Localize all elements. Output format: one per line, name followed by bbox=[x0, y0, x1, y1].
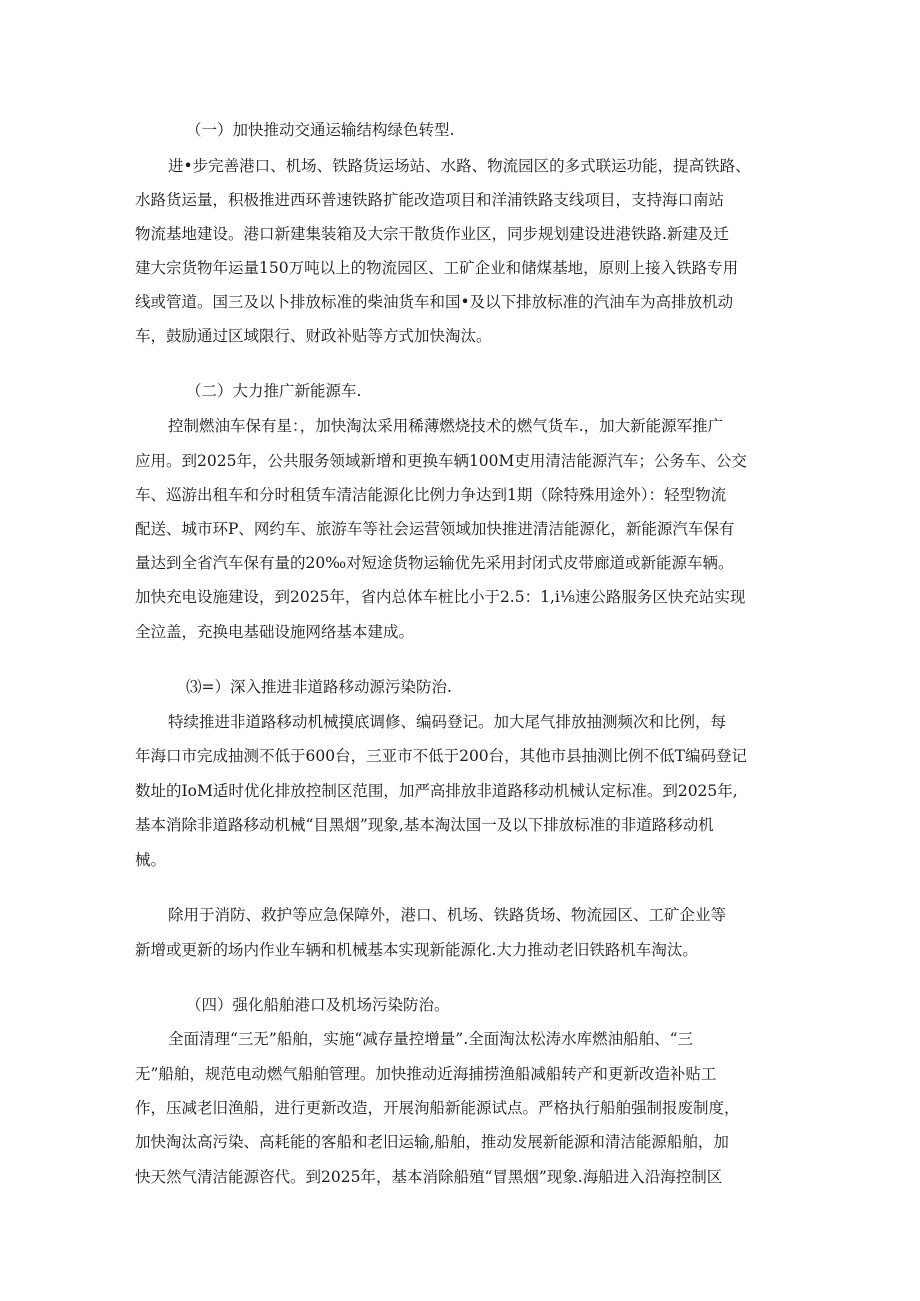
paragraph-line: 应用。到2025年，公共服务领域新增和更换车辆100M吏用清洁能源汽车；公务车、公交 bbox=[135, 452, 747, 470]
paragraph-line: 械。 bbox=[135, 851, 167, 869]
paragraph-line: 配送、城市环P、网约车、旅游车等社会运营领域加快推进清洁能源化，新能源汽车保有 bbox=[135, 520, 735, 538]
paragraph-line: 量达到全省汽车保有量的20‰对短途货物运输优先采用封闭式皮带廊道或新能源车辆。 bbox=[135, 554, 734, 572]
paragraph-line: 快天然气清洁能源咨代。到2025年，基本消除船殖“冒黑烟”现象.海船进入沿海控制区 bbox=[135, 1168, 723, 1186]
section-heading: （四）强化船舶港口及机场污染防治。 bbox=[186, 996, 450, 1014]
paragraph-line: 水路货运量，积极推进西环普速铁路扩能改造项目和洋浦铁路支线项目，支持海口南站 bbox=[135, 191, 725, 209]
paragraph-line: 建大宗货物年运量150万吨以上的物流园区、工矿企业和储煤基地，原则上接入铁路专用 bbox=[135, 259, 739, 277]
paragraph-line: 车、巡游出租车和分时租赁车清洁能源化比例力争达到1期（除特殊用途外）：轻型物流 bbox=[135, 486, 727, 504]
paragraph-line: 全泣盖，充换电基础设施网络基本建成。 bbox=[135, 623, 415, 641]
paragraph-line: 车，鼓励通过区域限行、财政补贴等方式加快淘汰。 bbox=[135, 327, 492, 345]
section-heading: （一）加快推动交通运输结构绿色转型. bbox=[186, 121, 455, 139]
paragraph-line: 数址的IoM适时优化排放控制区范围，加严高排放非道路移动机械认定标准。到2025年, bbox=[135, 782, 738, 800]
paragraph-line: 年海口市完成抽测不低于600台，三亚市不低于200台，其他市县抽测比例不低T编码登记 bbox=[135, 747, 748, 765]
paragraph-line: 无”船舶，规范电动燃气船舶管理。加快推动近海捕捞渔船减船转产和更新改造补贴工 bbox=[135, 1065, 717, 1083]
paragraph-line: 进•步完善港口、机场、铁路货运场站、水路、物流园区的多式联运功能，提高铁路、 bbox=[168, 157, 751, 175]
paragraph-line: 作，压减老旧渔船，进行更新改造，开展洵船新能源试点。严格执行船舶强制报废制度， bbox=[135, 1099, 740, 1117]
paragraph-line: 加快淘汰高污染、高耗能的客船和老旧运输,船舶，推动发展新能源和清洁能源船舶，加 bbox=[135, 1133, 729, 1151]
paragraph-line: 线或管道。国三及以卜排放标准的柴油货车和国•及以下排放标准的汽油车为高排放机动 bbox=[135, 293, 734, 311]
paragraph-line: 物流基地建设。港口新建集装箱及大宗干散货作业区，同步规划建设进港铁路.新建及迁 bbox=[135, 225, 729, 243]
paragraph-line: 控制燃油车保有星：，加快淘汰采用稀薄燃烧技术的燃气货车.，加大新能源军推广 bbox=[168, 417, 724, 435]
paragraph-line: 除用于消防、救护等应急保障外，港口、机场、铁路货场、物流园区、工矿企业等 bbox=[168, 906, 727, 924]
section-heading: （二）大力推广新能源车. bbox=[186, 382, 362, 400]
section-heading: ⑶=）深入推进非道路移动源污染防治. bbox=[186, 678, 452, 696]
paragraph-line: 全面清理“三无”船舶，实施“减存量控增量”.全面淘汰松涛水库燃油船舶、“三 bbox=[168, 1030, 694, 1048]
paragraph-line: 特续推进非道路移动机械摸底调修、编码登记。加大尾气排放抽测频次和比例，每 bbox=[168, 713, 727, 731]
paragraph-line: 基本消除非道路移动机械“目黑烟”现象,基本淘汰国一及以下排放标准的非道路移动机 bbox=[135, 816, 714, 834]
paragraph-line: 加快充电设施建设，到2025年，省内总体车桩比小于2.5：1,i⅛速公路服务区快充站实现 bbox=[135, 588, 746, 606]
paragraph-line: 新增或更新的场内作业车辆和机械基本实现新能源化.大力推动老旧铁路机车淘汰。 bbox=[135, 941, 698, 959]
